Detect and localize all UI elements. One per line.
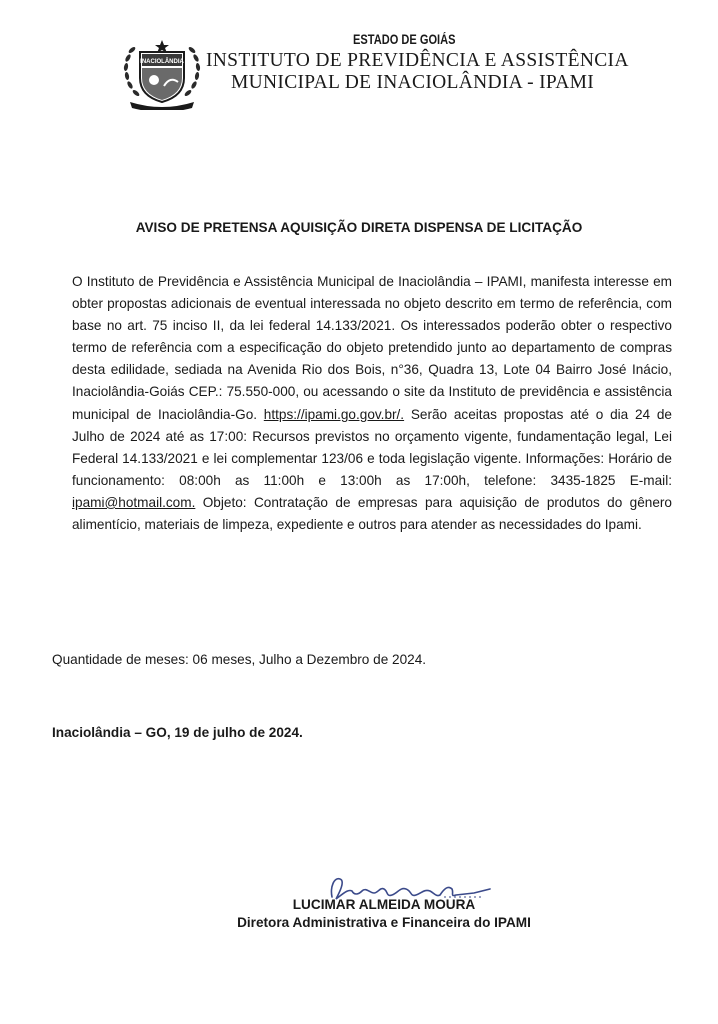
site-link[interactable]: https://ipami.go.gov.br/. [263,406,405,422]
email-link[interactable]: ipami@hotmail.com. [72,494,196,510]
state-name: ESTADO DE GOIÁS [353,32,456,47]
institute-name-line2: MUNICIPAL DE INACIOLÂNDIA - IPAMI [231,72,595,93]
notice-body-part2: Serão aceitas propostas até o dia 24 de Julho de 2024 até as 17:00: Recursos previstos no orçamento vigente, fundamentação legal, Lei Federal 14.133/2021 e lei complementar 123/06 e toda legislação vigente. Informações: Horário de funcionamento: 08:00h as 11:00h e 13:00h as 17:00h, telefone: 3435-1825 E-mail: [72,406,672,488]
notice-body-part1: O Instituto de Previdência e Assistência Municipal de Inaciolândia – IPAMI, manifesta interesse em obter propostas adicionais de eventual interessada no objeto descrito em termo de referência, com base no art. 75 inciso II, da lei federal 14.133/2021. Os interessados poderão obter o respectivo termo de referência com a especificação do objeto pretendido junto ao departamento de compras desta edilidade, sediada na Avenida Rio dos Bois, n°36, Quadra 13, Lote 04 Bairro José Inácio, Inaciolândia-Goiás CEP.: 75.550-000, ou acessando o site da Instituto de previdência e assistência municipal de Inaciolândia-Go. [72,274,672,422]
signatory-role: Diretora Administrativa e Financeira do IPAMI [237,915,531,930]
crest-text: INACIOLÂNDIA [140,59,184,65]
institute-name-line1: INSTITUTO DE PREVIDÊNCIA E ASSISTÊNCIA [206,50,629,71]
letterhead [0,0,718,110]
signatory-name: LUCIMAR ALMEIDA MOURA [292,897,476,912]
place-date: Inaciolândia – GO, 19 de julho de 2024. [52,725,303,740]
quantity-months: Quantidade de meses: 06 meses, Julho a Dezembro de 2024. [52,652,427,667]
notice-body [72,271,672,536]
municipal-crest-icon [120,38,204,110]
notice-title: AVISO DE PRETENSA AQUISIÇÃO DIRETA DISPENSA DE LICITAÇÃO [135,220,583,235]
notice-body-part3: Objeto: Contratação de empresas para aquisição de produtos do gênero alimentício, materiais de limpeza, expediente e outros para atender as necessidades do Ipami. [72,494,672,533]
